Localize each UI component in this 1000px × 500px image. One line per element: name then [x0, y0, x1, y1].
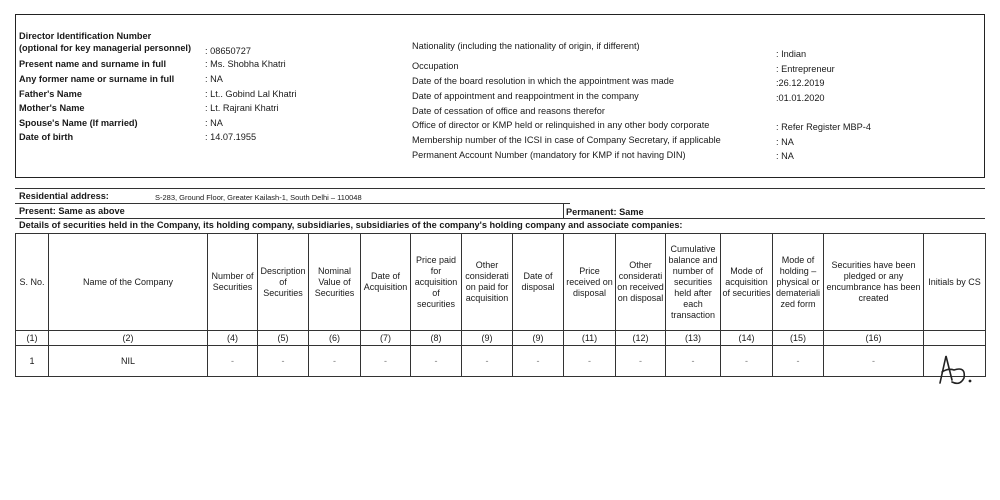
header-mode-holding: Mode of holding – physical or demateriali zed form — [773, 234, 824, 331]
board-resolution-value: :26.12.2019 — [776, 78, 825, 88]
header-other-received: Other considerati on received on disposal — [616, 234, 666, 331]
row-cell-dash: - — [616, 346, 666, 377]
row-cell-dash: - — [462, 346, 513, 377]
header-other-paid: Other considerati on paid for acquisition — [462, 234, 513, 331]
divider-top — [15, 188, 985, 189]
colnum: (6) — [309, 331, 361, 346]
present-name-value: : Ms. Shobha Khatri — [205, 59, 286, 69]
colnum: (9) — [462, 331, 513, 346]
cs-initials-signature — [930, 350, 975, 390]
row-cell-dash: - — [361, 346, 411, 377]
former-name-value: : NA — [205, 74, 223, 84]
header-initials: Initials by CS — [924, 234, 986, 331]
icsi-membership-value: : NA — [776, 137, 794, 147]
colnum — [924, 331, 986, 346]
colnum: (11) — [564, 331, 616, 346]
occupation-label: Occupation — [412, 61, 459, 71]
colnum: (12) — [616, 331, 666, 346]
row-cell-dash: - — [564, 346, 616, 377]
securities-table — [15, 233, 986, 377]
header-mode-acq: Mode of acquisition of securities — [721, 234, 773, 331]
mother-name-value: : Lt. Rajrani Khatri — [205, 103, 279, 113]
icsi-membership-label: Membership number of the ICSI in case of Company Secretary, if applicable — [412, 135, 721, 145]
header-cumulative: Cumulative balance and number of securities held after each transaction — [666, 234, 721, 331]
permanent-address: Permanent: Same — [566, 207, 644, 217]
row-company: NIL — [49, 346, 208, 377]
row-cell-dash: - — [309, 346, 361, 377]
residential-address-label: Residential address: — [19, 191, 109, 201]
header-nominal: Nominal Value of Securities — [309, 234, 361, 331]
nationality-label: Nationality (including the nationality of origin, if different) — [412, 41, 640, 51]
appointment-date-label: Date of appointment and reappointment in the company — [412, 91, 639, 101]
present-address: Present: Same as above — [19, 206, 125, 216]
colnum: (5) — [258, 331, 309, 346]
securities-title: Details of securities held in the Company, its holding company, subsidiaries, subsidiaries of the company's holding company and associate companies: — [19, 220, 683, 230]
header-company: Name of the Company — [49, 234, 208, 331]
colnum: (15) — [773, 331, 824, 346]
other-office-label: Office of director or KMP held or relinquished in any other body corporate — [412, 120, 710, 130]
residential-address-value: S-283, Ground Floor, Greater Kailash-1, South Delhi – 110048 — [155, 193, 362, 202]
header-price-paid: Price paid for acquisition of securities — [411, 234, 462, 331]
din-value: : 08650727 — [205, 46, 251, 56]
header-description: Description of Securities — [258, 234, 309, 331]
occupation-value: : Entrepreneur — [776, 64, 835, 74]
pan-value: : NA — [776, 151, 794, 161]
father-name-value: : Lt.. Gobind Lal Khatri — [205, 89, 297, 99]
dob-label: Date of birth — [19, 132, 74, 142]
other-office-value: : Refer Register MBP-4 — [776, 122, 871, 132]
former-name-label: Any former name or surname in full — [19, 74, 175, 84]
row-cell-dash: - — [258, 346, 309, 377]
din-optional-label: (optional for key managerial personnel) — [19, 43, 192, 53]
spouse-name-value: : NA — [205, 118, 223, 128]
header-number: Number of Securities — [208, 234, 258, 331]
mother-name-label: Mother's Name — [19, 103, 85, 113]
colnum: (1) — [16, 331, 49, 346]
row-cell-dash: - — [411, 346, 462, 377]
header-row — [16, 234, 986, 331]
dob-value: : 14.07.1955 — [205, 132, 257, 142]
column-number-row — [16, 331, 986, 346]
row-sno: 1 — [16, 346, 49, 377]
colnum: (9) — [513, 331, 564, 346]
row-cell-dash: - — [773, 346, 824, 377]
table-row — [16, 346, 986, 377]
pan-label: Permanent Account Number (mandatory for KMP if not having DIN) — [412, 150, 686, 160]
header-pledged: Securities have been pledged or any encumbrance has been created — [824, 234, 924, 331]
father-name-label: Father's Name — [19, 89, 82, 99]
cessation-label: Date of cessation of office and reasons therefor — [412, 106, 605, 116]
divider-present — [15, 218, 985, 219]
colnum: (2) — [49, 331, 208, 346]
colnum: (16) — [824, 331, 924, 346]
din-label: Director Identification Number — [19, 31, 152, 41]
colnum: (13) — [666, 331, 721, 346]
colnum: (8) — [411, 331, 462, 346]
header-acq-date: Date of Acquisition — [361, 234, 411, 331]
board-resolution-label: Date of the board resolution in which the appointment was made — [412, 76, 675, 86]
row-cell-dash: - — [721, 346, 773, 377]
row-cell-dash: - — [666, 346, 721, 377]
row-cell-dash: - — [208, 346, 258, 377]
appointment-date-value: :01.01.2020 — [776, 93, 825, 103]
colnum: (4) — [208, 331, 258, 346]
colnum: (7) — [361, 331, 411, 346]
row-cell-dash: - — [824, 346, 924, 377]
present-name-label: Present name and surname in full — [19, 59, 167, 69]
colnum: (14) — [721, 331, 773, 346]
address-vertical-divider — [563, 203, 564, 218]
divider-address — [15, 203, 570, 204]
header-sno: S. No. — [16, 234, 49, 331]
row-cell-dash: - — [513, 346, 564, 377]
nationality-value: : Indian — [776, 49, 807, 59]
header-disposal-date: Date of disposal — [513, 234, 564, 331]
spouse-name-label: Spouse's Name (If married) — [19, 118, 138, 128]
header-price-received: Price received on disposal — [564, 234, 616, 331]
